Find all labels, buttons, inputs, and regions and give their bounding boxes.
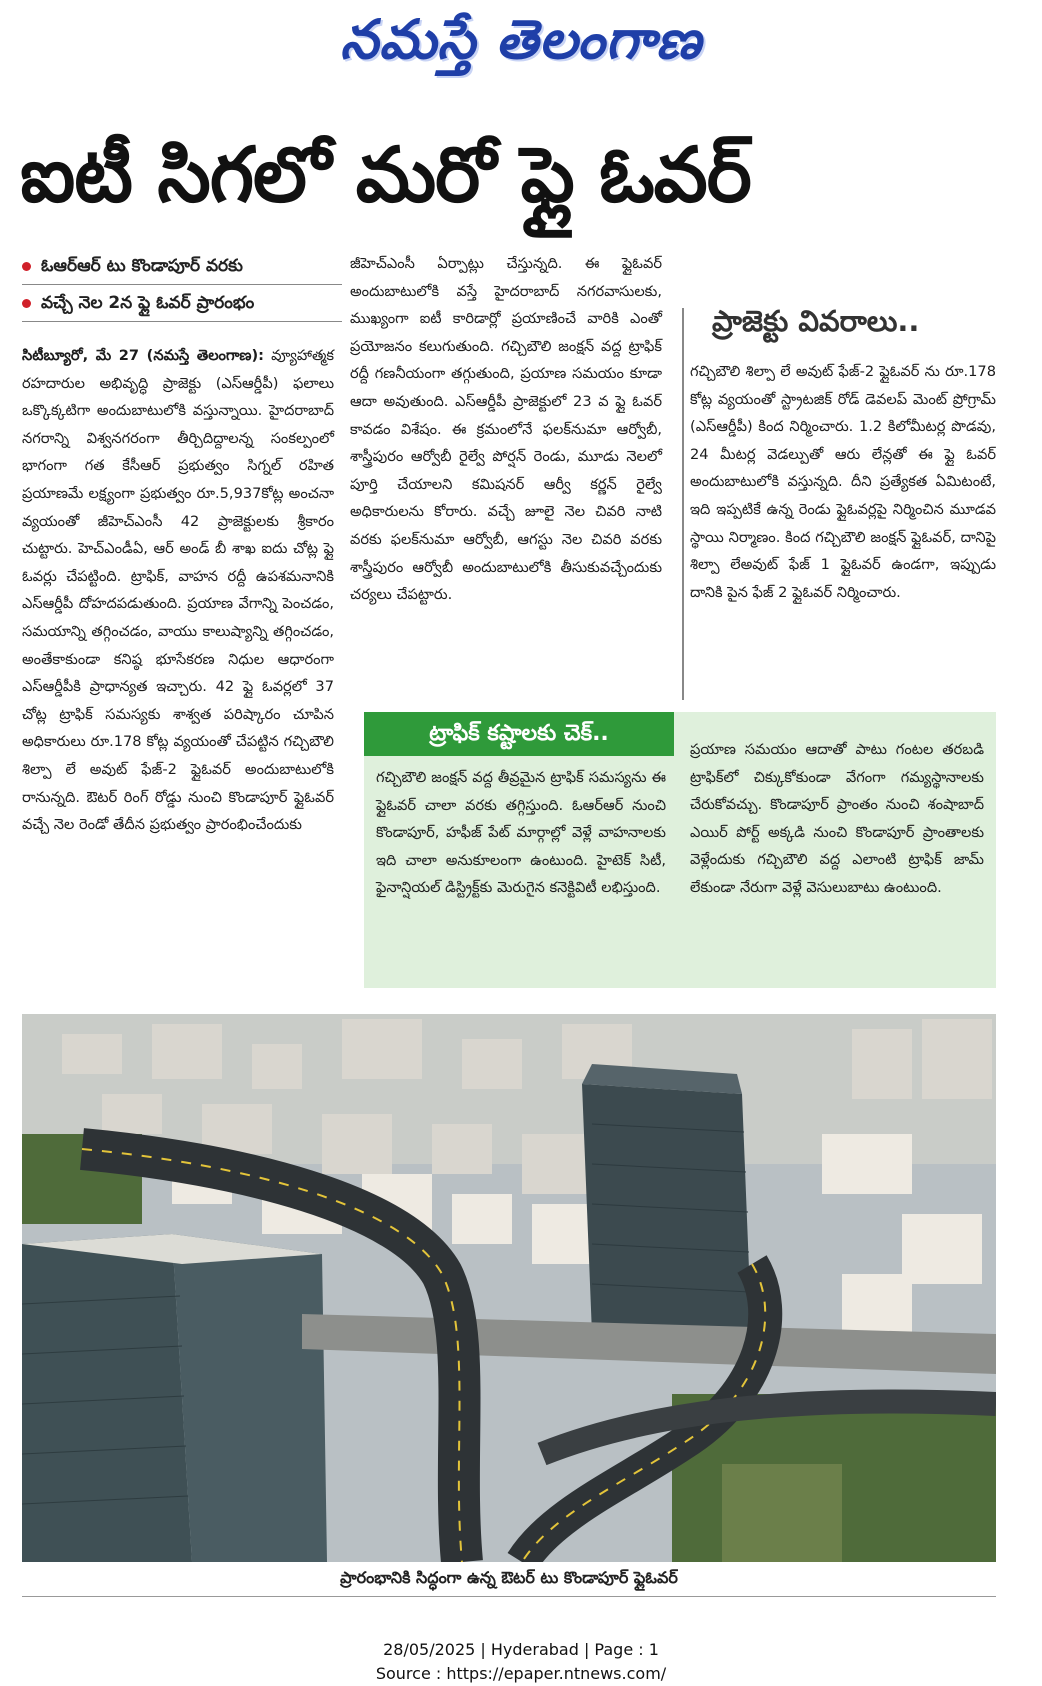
traffic-banner: ట్రాఫిక్ కష్టాలకు చెక్.. xyxy=(364,712,674,756)
bullet-dot-icon xyxy=(22,299,31,308)
masthead xyxy=(0,0,1042,90)
bullet-dot-icon xyxy=(22,262,31,271)
article-column-1 xyxy=(22,342,334,839)
traffic-text-2: ప్రయాణ సమయం ఆదాతో పాటు గంటల తరబడి ట్రాఫిక్‌లో చిక్కుకోకుండా వేగంగా గమ్యస్థానాలకు చేరుకోవచ్చు. కొండాపూర్ ప్రాంతం నుంచి శంషాబాద్ ఎయిర్ పోర్ట్ అక్కడి నుంచి కొండాపూర్ ప్రాంతాలకు వెళ్లేందుకు గచ్చిబౌలి వద్ద ఎలాంటి ట్రాఫిక్ జామ్ లేకుండా నేరుగా వెళ్లే వెసులుబాటు ఉంటుంది. xyxy=(690,741,984,896)
aerial-flyover-image xyxy=(22,1014,996,1562)
project-details-text: గచ్చిబౌలి శిల్పా లే అవుట్ ఫేజ్-2 ఫ్లైఓవర్ ను రూ.178 కోట్ల వ్యయంతో స్ట్రాటజిక్ రోడ్ డెవలప్ మెంట్ ప్రోగ్రామ్ (ఎస్ఆర్డీపీ) కింద నిర్మించారు. 1.2 కిలోమీటర్ల పొడవు, 24 మీటర్ల వెడల్పుతో ఆరు లేన్లతో ఈ ఫ్లై ఓవర్ అందుబాటులోకి వస్తున్నది. దీని ప్రత్యేకత ఏమిటంటే, ఇది ఇప్పటికే ఉన్న రెండు ఫ్లైఓవర్లపై నిర్మించిన మూడవ స్థాయి నిర్మాణం. కింద గచ్చిబౌలి జంక్షన్ ఫ్లైఓవర్, దానిపై శిల్పా లేఅవుట్ ఫేజ్ 1 ఫ్లైఓవర్ ఉండగా, ఇప్పుడు దానికి పైన ఫేజ్ 2 ఫ్లైఓవర్ నిర్మించారు. xyxy=(690,363,996,601)
bullet-item xyxy=(22,285,342,322)
traffic-text-1: గచ్చిబౌలి జంక్షన్ వద్ద తీవ్రమైన ట్రాఫిక్ సమస్యను ఈ ఫ్లైఓవర్ చాలా వరకు తగ్గిస్తుంది. ఓఆర్ఆర్ నుంచి కొండాపూర్, హఫీజ్ పేట్ మార్గాల్లో వెళ్లే వాహనాలకు ఇది చాలా అనుకూలంగా ఉంటుంది. హైటెక్ సిటీ, ఫైనాన్షియల్ డిస్ట్రిక్ట్‌కు మెరుగైన కనెక్టివిటీ లభిస్తుంది. xyxy=(376,769,666,897)
article-text: వ్యూహాత్మక రహదారుల అభివృద్ధి ప్రాజెక్టు (ఎస్ఆర్డీపీ) ఫలాలు ఒక్కొక్కటిగా అందుబాటులోకి వస్తున్నాయి. హైదరాబాద్ నగరాన్ని విశ్వనగరంగా తీర్చిదిద్దాలన్న సంకల్పంలో భాగంగా గత కేసీఆర్ ప్రభుత్వం సిగ్నల్ రహిత ప్రయాణమే లక్ష్యంగా ప్రభుత్వం రూ.5,937కోట్ల అంచనా వ్యయంతో జీహెచ్ఎంసీ 42 ప్రాజెక్టులకు శ్రీకారం చుట్టారు. హెచ్ఎండీఏ, ఆర్ అండ్ బీ శాఖ ఐదు చోట్ల ఫ్లై ఓవర్లు చేపట్టింది. ట్రాఫిక్, వాహన రద్దీ ఉపశమనానికి ఎస్ఆర్డీపీ దోహదపడుతుంది. ప్రయాణ వేగాన్ని పెంచడం, సమయాన్ని తగ్గించడం, వాయు కాలుష్యాన్ని తగ్గించడం, అంతేకాకుండా కనిష్ఠ భూసేకరణ నిధుల ఆధారంగా ఎస్ఆర్డీపీకి ప్రాధాన్యత ఇచ్చారు. 42 ఫ్లై ఓవర్లలో 37 చోట్ల ట్రాఫిక్ సమస్యకు శాశ్వత పరిష్కారం చూపిన అధికారులు రూ.178 కోట్ల వ్యయంతో చేపట్టిన గచ్చిబౌలి శిల్పా లే అవుట్ ఫేజ్-2 ఫ్లైఓవర్ అందుబాటులోకి రానున్నది. ఔటర్ రింగ్ రోడ్డు నుంచి కొండాపూర్ ఫ్లైఓవర్ వచ్చే నెల రెండో తేదీన ప్రభుత్వం ప్రారంభించేందుకు xyxy=(22,347,334,834)
bullet-list xyxy=(22,248,342,322)
newspaper-logo: నమస్తే తెలంగాణ xyxy=(340,8,702,71)
bullet-text: ఓఆర్ఆర్ టు కొండాపూర్ వరకు xyxy=(41,256,243,276)
flyover-photo xyxy=(22,1014,996,1562)
caption-divider xyxy=(22,1596,996,1597)
article-column-2 xyxy=(350,250,662,609)
footer-source-link[interactable]: Source : https://epaper.ntnews.com/ xyxy=(375,1664,667,1683)
bullet-item xyxy=(22,248,342,285)
page-footer xyxy=(0,1638,1042,1686)
headline: ఐటీ సిగలో మరో ఫ్లై ఓవర్ xyxy=(20,130,751,219)
photo-caption: ప్రారంభానికి సిద్ధంగా ఉన్న ఔటర్ టు కొండాపూర్ ఫ్లైఓవర్ xyxy=(340,1568,678,1587)
column-divider xyxy=(682,308,684,700)
footer-date-line: 28/05/2025 | Hyderabad | Page : 1 xyxy=(383,1640,659,1659)
dateline: సిటీబ్యూరో, మే 27 (నమస్తే తెలంగాణ): xyxy=(22,347,264,364)
bullet-text: వచ్చే నెల 2న ఫ్లై ఓవర్ ప్రారంభం xyxy=(41,293,255,313)
project-heading: ప్రాజెక్టు వివరాలు.. xyxy=(712,304,920,338)
article-text: జీహెచ్ఎంసీ ఏర్పాట్లు చేస్తున్నది. ఈ ఫ్లైఓవర్ అందుబాటులోకి వస్తే హైదరాబాద్ నగరవాసులకు, ముఖ్యంగా ఐటీ కారిడార్లో ప్రయాణించే వారికి ఎంతో ప్రయోజనం కలుగుతుంది. గచ్చిబౌలి జంక్షన్ వద్ద ట్రాఫిక్ రద్దీ గణనీయంగా తగ్గుతుంది, ప్రయాణ సమయం కూడా ఆదా అవుతుంది. ఎస్ఆర్డీపీ ప్రాజెక్టులో 23 వ ఫ్లై ఓవర్ కావడం విశేషం. ఈ క్రమంలోనే ఫలక్‌నుమా ఆర్వోబీ, శాస్త్రీపురం ఆర్వోబీ రైల్వే పోర్షన్ రెండు, మూడు నెలలో పూర్తి చేయాలని కమిషనర్ ఆర్వీ కర్ణన్ రైల్వే అధికారులను కోరారు. వచ్చే జూలై నెల చివరి నాటి వరకు ఫలక్‌నుమా ఆర్వోబీ, ఆగస్టు నెల చివరి వరకు శాస్త్రీపురం ఆర్వోబీ అందుబాటులోకి తీసుకువచ్చేందుకు చర్యలు చేపట్టారు. xyxy=(350,255,662,604)
